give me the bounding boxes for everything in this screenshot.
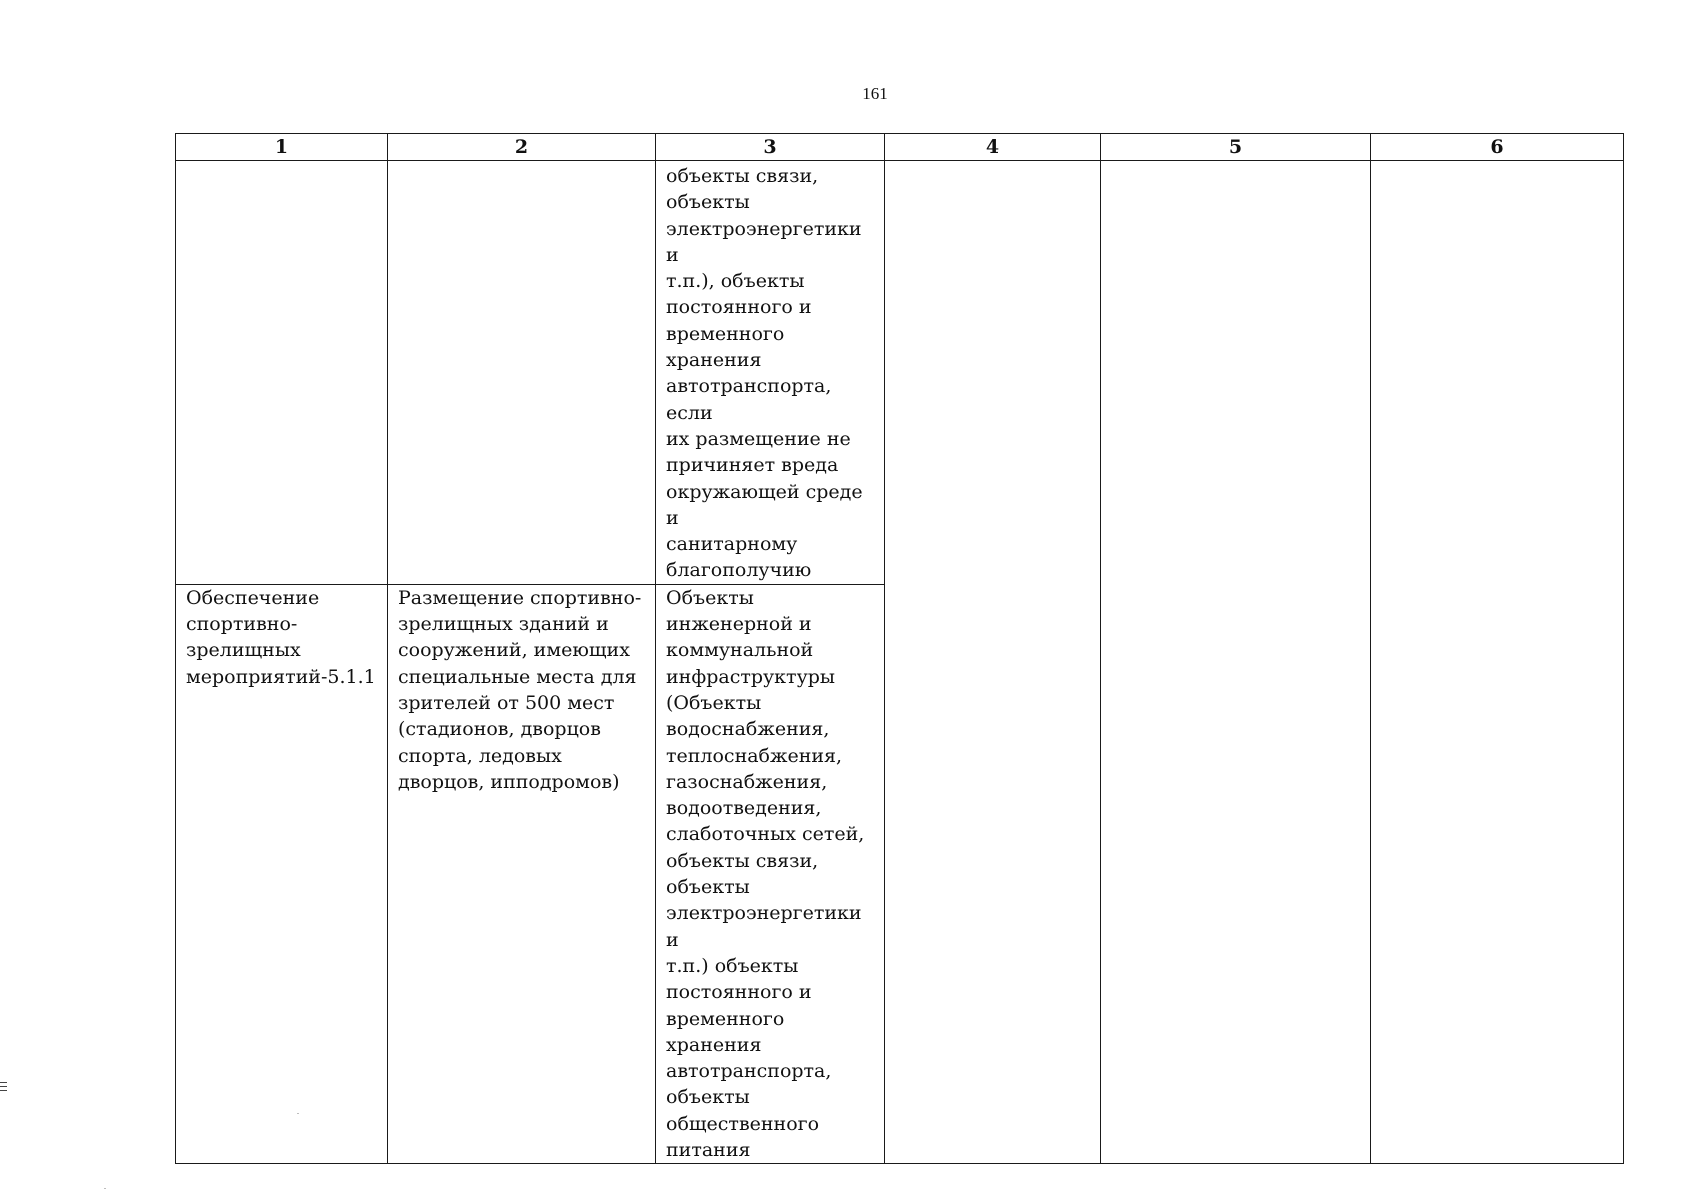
table-header-row xyxy=(176,134,1624,161)
permitted-objects-continued-text: объекты связи, объекты электроэнергетики и т.п.), объекты постоянного и временного хранения автотранспорта, если их размещение не причиняет вреда окружающей среде и санитарному благополучию xyxy=(666,165,863,582)
column-header-5: 5 xyxy=(1101,134,1371,161)
land-use-description-text: Размещение спортивно- зрелищных зданий и сооружений, имеющих специальные места для зрителей от 500 мест (стадионов, дворцов спорта, ледовых дворцов, ипподромов) xyxy=(398,586,642,793)
land-use-type-text: Обеспечение спортивно- зрелищных мероприятий-5.1.1 xyxy=(186,586,376,688)
table-row-continued xyxy=(176,161,1624,585)
cell-land-use-description xyxy=(388,584,656,1164)
cell-col5-merged xyxy=(1101,161,1371,1164)
cell-col4-merged xyxy=(885,161,1101,1164)
scan-edge-mark xyxy=(0,1082,7,1096)
cell-land-use-type xyxy=(176,584,388,1164)
column-header-3: 3 xyxy=(656,134,885,161)
cell-continued-col2 xyxy=(388,161,656,585)
column-header-2: 2 xyxy=(388,134,656,161)
regulations-table xyxy=(175,133,1624,1164)
scan-speck xyxy=(104,1188,106,1189)
cell-continued-col1 xyxy=(176,161,388,585)
cell-permitted-objects xyxy=(656,584,885,1164)
column-header-4: 4 xyxy=(885,134,1101,161)
scan-speck xyxy=(297,1113,299,1114)
cell-col6-merged xyxy=(1371,161,1624,1164)
column-header-6: 6 xyxy=(1371,134,1624,161)
column-header-1: 1 xyxy=(176,134,388,161)
page-number: 161 xyxy=(862,84,888,103)
cell-continued-col3 xyxy=(656,161,885,585)
permitted-objects-text: Объекты инженерной и коммунальной инфраструктуры (Объекты водоснабжения, теплоснабжения, газоснабжения, водоотведения, слаботочных сетей, объекты связи, объекты электроэнергетики и т.п.) объекты постоянного и временного хранения автотранспорта, объекты общественного питания xyxy=(666,586,865,1161)
